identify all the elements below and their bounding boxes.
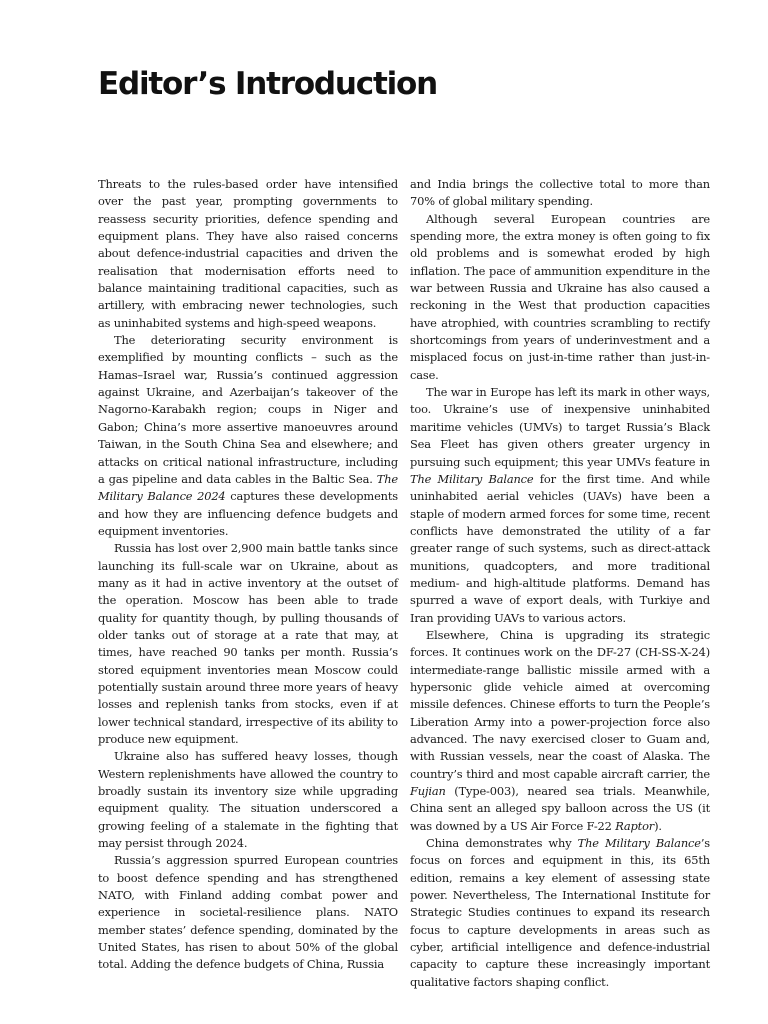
paragraph: Ukraine also has suffered heavy losses, though Western replenishments have allowed the country to broadly sustain its inventory size while upgrading equipment quality. The situation underscored a growing feeling of a stalemate in the fighting that may persist through 2024. [98,749,398,851]
left-column [98,176,398,974]
paragraph [410,384,710,627]
paragraph-text: ). [654,818,662,833]
paragraph: Threats to the rules-based order have intensified over the past year, prompting governments to reassess security priorities, defence spending and equipment plans. They have also raised concerns about defence-industrial capacities and driven the realisation that modernisation efforts need to balance maintaining traditional capacities, such as artillery, with embracing newer technologies, such as uninhabited systems and high-speed weapons. [98,177,398,330]
paragraph: and India brings the collective total to more than 70% of global military spending. [410,177,710,209]
paragraph-text: (Type-003), neared sea trials. Meanwhile, China sent an alleged spy balloon across the US (it was downed by a US Air Force F-22 [410,784,710,833]
paragraph: Russia’s aggression spurred European countries to boost defence spending and has strengthened NATO, with Finland adding combat power and experience in societal-resilience plans. NATO member states’ defence spending, dominated by the United States, has risen to about 50% of the global total. Adding the defence budgets of China, Russia [98,853,398,972]
publication-title: The Military Balance [410,471,534,486]
paragraph-text: The war in Europe has left its mark in other ways, too. Ukraine’s use of inexpensive uninhabited maritime vehicles (UMVs) to target Russia’s Black Sea Fleet has given others greater urgency in pursuing such equipment; this year UMVs feature in [410,385,710,469]
paragraph: Russia has lost over 2,900 main battle tanks since launching its full-scale war on Ukraine, about as many as it had in active inventory at the outset of the operation. Moscow has been able to trade quality for quantity though, by pulling thousands of older tanks out of storage at a rate that may, at times, have reached 90 tanks per month. Russia’s stored equipment inventories mean Moscow could potentially sustain around three more years of heavy losses and replenish tanks from stocks, even if at lower technical standard, irrespective of its ability to produce new equipment. [98,541,398,746]
paragraph-text: China demonstrates why [426,836,578,851]
paragraph-text: for the first time. And while uninhabited aerial vehicles (UAVs) have been a staple of modern armed forces for some time, recent conflicts have demonstrated the utility of a far greater range of such systems, such as direct-attack munitions, quadcopters, and more traditional medium- and high-altitude platforms. Demand has spurred a wave of export deals, with Turkiye and Iran providing UAVs to various actors. [410,471,711,625]
page-title: Editor’s Introduction [98,66,437,102]
publication-title: The Military Balance 2024 [98,471,398,504]
paragraph: Although several European countries are spending more, the extra money is often going to fix old problems and is somewhat eroded by high inflation. The pace of ammunition expenditure in the war between Russia and Ukraine has also caused a reckoning in the West that production capacities have atrophied, with countries scrambling to rectify shortcomings from years of underinvestment and a misplaced focus on just-in-time rather than just-in-case. [410,211,710,382]
paragraph-text: captures these developments and how they are influencing defence budgets and equipment inventories. [98,489,398,538]
right-column [410,176,710,991]
paragraph-text: Elsewhere, China is upgrading its strategic forces. It continues work on the DF-27 (CH-SS-X-24) intermediate-range ballistic missile armed with a hypersonic glide vehicle aimed at overcoming missile defences. Chinese efforts to turn the People’s Liberation Army into a power-projection force also advanced. The navy exercised closer to Guam and, with Russian vessels, near the coast of Alaska. The country’s third and most capable aircraft carrier, the [410,627,710,781]
aircraft-name: Raptor [615,818,655,833]
paragraph-text: The deteriorating security environment is exemplified by mounting conflicts – such as the Hamas–Israel war, Russia’s continued aggression against Ukraine, and Azerbaijan’s takeover of the Nagorno-Karabakh region; coups in Niger and Gabon; China’s more assertive manoeuvres around Taiwan, in the South China Sea and elsewhere; and attacks on critical national infrastructure, including a gas pipeline and data cables in the Baltic Sea. [98,333,398,486]
publication-title: The Military Balance [577,836,701,851]
paragraph-text: ’s focus on forces and equipment in this, its 65th edition, remains a key element of assessing state power. Nevertheless, The International Institute for Strategic Studies continues to expand its research focus to capture developments in areas such as cyber, artificial intelligence and defence-industrial capacity to capture these increasingly important qualitative factors shaping conflict. [410,836,710,989]
paragraph [98,332,398,540]
paragraph [410,835,710,991]
ship-name: Fujian [410,784,446,799]
paragraph [410,627,710,835]
